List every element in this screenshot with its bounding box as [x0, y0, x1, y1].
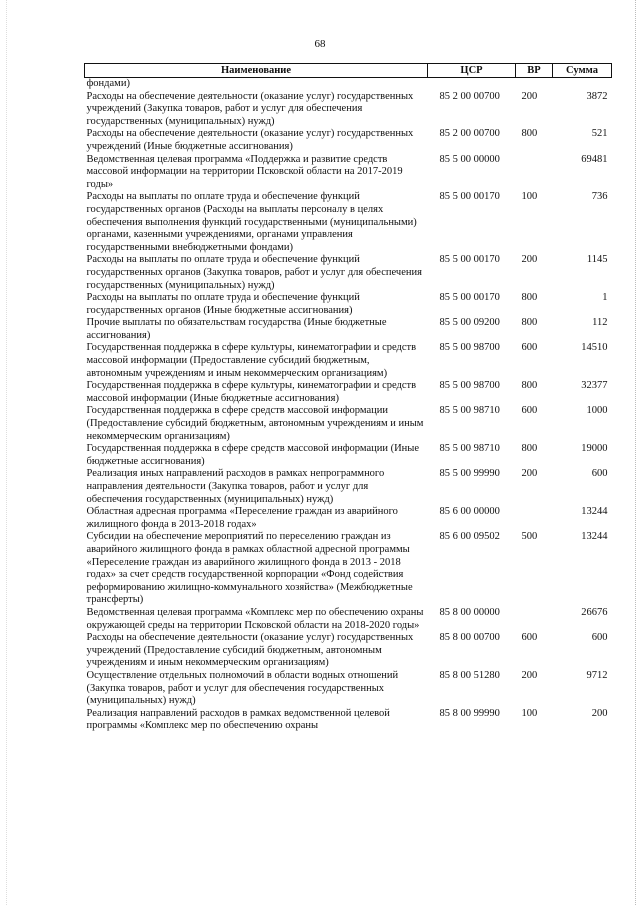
cell-csr: 85 5 00 98700: [439, 342, 500, 354]
cell-vr: 800: [521, 292, 538, 304]
cell-name: Реализация иных направлений расходов в рамках непрограммного направления деятельности (Закупка товаров, работ и услуг для обеспечения государственных (муниципальных) нужд): [86, 468, 385, 505]
table-header: [85, 64, 612, 78]
cell-csr: 85 5 00 98710: [439, 405, 500, 417]
table-row: [85, 708, 612, 733]
cell-name: Областная адресная программа «Переселение граждан из аварийного жилищного фонда в 2013-2018 годах»: [86, 506, 398, 530]
table-row: [85, 78, 612, 91]
table-row: [85, 405, 612, 443]
header-row: [85, 64, 612, 78]
cell-csr: 85 8 00 00000: [439, 606, 500, 618]
cell-sum: 19000: [581, 443, 608, 455]
cell-sum: 13244: [581, 506, 608, 518]
budget-table: [84, 63, 612, 733]
table-row: [85, 317, 612, 342]
cell-name: Расходы на обеспечение деятельности (оказание услуг) государственных учреждений (Предоставление субсидий бюджетным, автономным учреждениям и иным некоммерческим организациям): [86, 632, 414, 669]
cell-sum: 600: [591, 468, 608, 480]
cell-vr: 100: [521, 191, 538, 203]
cell-vr: [516, 506, 553, 531]
cell-sum: 112: [592, 317, 608, 329]
table-row: [85, 443, 612, 468]
cell-sum: 521: [591, 128, 608, 140]
cell-vr: 800: [521, 317, 538, 329]
cell-name: Прочие выплаты по обязательствам государства (Иные бюджетные ассигнования): [86, 317, 387, 341]
cell-name: Государственная поддержка в сфере средств массовой информации (Предоставление субсидий бюджетным, автономным учреждениям и иным некоммерческим организациям): [86, 405, 424, 442]
cell-csr: 85 5 00 98710: [439, 443, 500, 455]
cell-vr: 600: [521, 405, 538, 417]
cell-sum: 3872: [586, 90, 608, 102]
cell-vr: 100: [521, 707, 538, 719]
table-row: [85, 531, 612, 607]
table-row: [85, 191, 612, 254]
cell-csr: 85 5 00 00170: [439, 191, 500, 203]
table-row: [85, 254, 612, 292]
cell-sum: 32377: [581, 380, 608, 392]
header-vr: ВР: [516, 64, 553, 78]
cell-csr: [428, 78, 516, 91]
cell-vr: 600: [521, 632, 538, 644]
cell-csr: 85 2 00 00700: [439, 90, 500, 102]
cell-sum: 600: [591, 632, 608, 644]
cell-sum: 1000: [586, 405, 608, 417]
header-name: Наименование: [85, 64, 428, 78]
table-row: [85, 632, 612, 670]
cell-sum: 14510: [581, 342, 608, 354]
table-body: [85, 78, 612, 733]
cell-name: Государственная поддержка в сфере культуры, кинематографии и средств массовой информации (Предоставление субсидий бюджетным, автономным учреждениям и иным некоммерческим организациям): [86, 342, 417, 379]
cell-csr: 85 6 00 09502: [439, 531, 500, 543]
cell-csr: 85 5 00 98700: [439, 380, 500, 392]
cell-csr: 85 5 00 00170: [439, 292, 500, 304]
table-row: [85, 380, 612, 405]
page-number: 68: [314, 38, 326, 50]
table-row: [85, 342, 612, 380]
table-row: [85, 292, 612, 317]
cell-csr: 85 2 00 00700: [439, 128, 500, 140]
cell-sum: 1145: [586, 254, 608, 266]
cell-vr: [516, 78, 553, 91]
cell-sum: 69481: [581, 153, 608, 165]
cell-csr: 85 5 00 00000: [439, 153, 500, 165]
cell-vr: 200: [521, 468, 538, 480]
table-row: [85, 468, 612, 506]
cell-name: Расходы на обеспечение деятельности (оказание услуг) государственных учреждений (Закупка товаров, работ и услуг для обеспечения государственных (муниципальных) нужд): [86, 90, 414, 127]
cell-csr: 85 5 00 09200: [439, 317, 500, 329]
cell-csr: 85 5 00 00170: [439, 254, 500, 266]
cell-sum: 200: [591, 707, 608, 719]
cell-vr: 800: [521, 443, 538, 455]
cell-csr: 85 8 00 99990: [439, 707, 500, 719]
cell-name: Расходы на выплаты по оплате труда и обеспечение функций государственных органов (Закупка товаров, работ и услуг для обеспечения государственных (муниципальных) нужд): [86, 254, 422, 291]
cell-vr: [516, 154, 553, 192]
cell-name: Ведомственная целевая программа «Комплекс мер по обеспечению охраны окружающей среды на территории Псковской области на 2018-2020 годы»: [86, 606, 424, 631]
table-row: [85, 506, 612, 531]
cell-vr: 200: [521, 254, 538, 266]
cell-vr: 200: [521, 669, 538, 681]
cell-csr: 85 8 00 51280: [439, 669, 500, 681]
table-row: [85, 154, 612, 192]
cell-vr: [516, 607, 553, 632]
table-row: [85, 670, 612, 708]
cell-name: Осуществление отдельных полномочий в области водных отношений (Закупка товаров, работ и услуг для обеспечения государственных (муниципальных) нужд): [86, 669, 399, 707]
cell-name: Расходы на обеспечение деятельности (оказание услуг) государственных учреждений (Иные бюджетные ассигнования): [86, 128, 414, 152]
table-row: [85, 128, 612, 153]
cell-sum: 1: [602, 292, 608, 304]
cell-name: фондами): [86, 78, 130, 89]
cell-sum: [553, 78, 612, 91]
cell-name: Государственная поддержка в сфере культуры, кинематографии и средств массовой информации (Иные бюджетные ассигнования): [86, 380, 417, 404]
cell-vr: 500: [521, 531, 538, 543]
cell-sum: 9712: [586, 669, 608, 681]
cell-csr: 85 5 00 99990: [439, 468, 500, 480]
cell-vr: 600: [521, 342, 538, 354]
cell-sum: 26676: [581, 606, 608, 618]
cell-name: Субсидии на обеспечение мероприятий по переселению граждан из аварийного жилищного фонда в рамках областной адресной программы «Переселение граждан из аварийного жилищного фонда в 2013 - 2018 годах» за счет средств государственной корпорации «Фонд содействия реформированию жилищно-коммунального хозяйства» (Межбюджетные трансферты): [86, 531, 413, 606]
table-row: [85, 91, 612, 129]
header-csr: ЦСР: [428, 64, 516, 78]
cell-vr: 200: [521, 90, 538, 102]
cell-csr: 85 6 00 00000: [439, 506, 500, 518]
header-sum: Сумма: [553, 64, 612, 78]
cell-csr: 85 8 00 00700: [439, 632, 500, 644]
cell-vr: 800: [521, 128, 538, 140]
cell-name: Реализация направлений расходов в рамках ведомственной целевой программы «Комплекс мер по обеспечению охраны: [86, 707, 390, 732]
cell-name: Расходы на выплаты по оплате труда и обеспечение функций государственных органов (Расходы на выплаты персоналу в целях обеспечения выполнения функций государственными (муниципальными) органами, казенными учреждениями, органами управления государственными внебюджетными фондами): [86, 191, 417, 253]
cell-sum: 736: [591, 191, 608, 203]
cell-name: Расходы на выплаты по оплате труда и обеспечение функций государственных органов (Иные бюджетные ассигнования): [86, 292, 360, 316]
cell-name: Государственная поддержка в сфере средств массовой информации (Иные бюджетные ассигнования): [86, 443, 419, 467]
table-row: [85, 607, 612, 632]
scan-edge-right: [634, 0, 636, 905]
cell-sum: 13244: [581, 531, 608, 543]
cell-vr: 800: [521, 380, 538, 392]
cell-name: Ведомственная целевая программа «Поддержка и развитие средств массовой информации на территории Псковской области на 2017-2019 годы»: [86, 153, 403, 190]
scan-edge-left: [6, 0, 8, 905]
